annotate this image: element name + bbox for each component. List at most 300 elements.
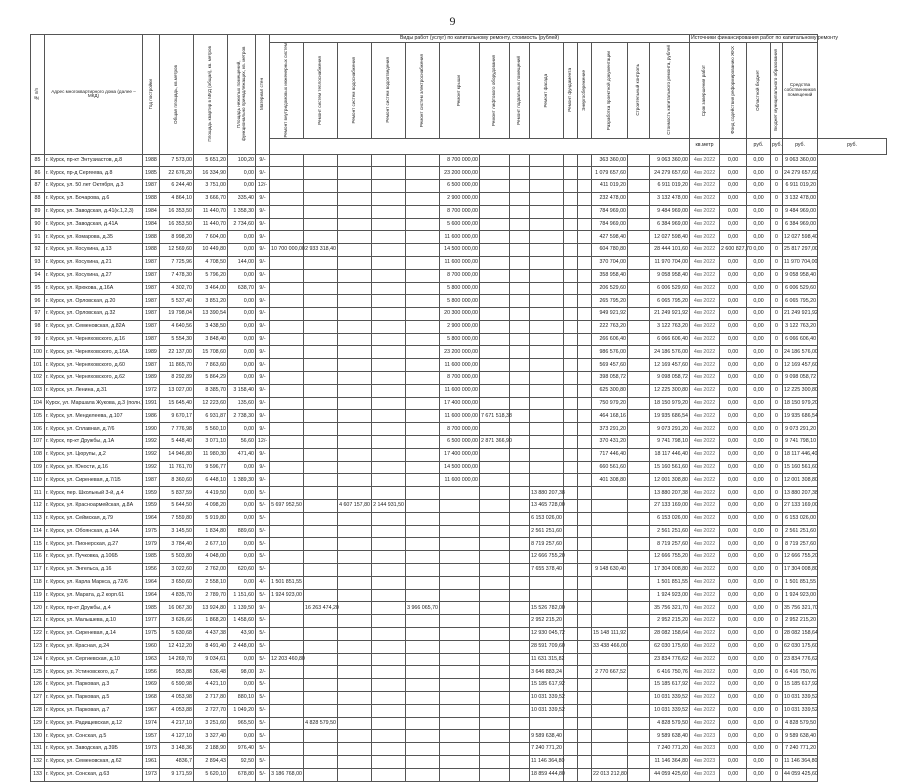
cell-n: 88 <box>31 192 45 205</box>
cell-f: 0,00 <box>720 538 747 551</box>
cell-nonres: 0,00 <box>228 730 256 743</box>
cell-n: 123 <box>31 640 45 653</box>
cell-c5 <box>406 653 440 666</box>
cell-empty <box>628 730 650 743</box>
cell-facade: 13 880 207,38 <box>530 487 564 500</box>
cell-cost: 62 030 175,60 <box>650 640 690 653</box>
cell-o: 12 001 308,80 <box>783 474 818 487</box>
cell-year: 1975 <box>143 628 160 641</box>
table-row <box>31 628 887 641</box>
cell-c5 <box>406 666 440 679</box>
cell-empty <box>510 231 530 244</box>
cell-c5 <box>406 615 440 628</box>
cell-f: 0,00 <box>720 640 747 653</box>
cell-mat: 9/- <box>256 448 270 461</box>
cell-mat: 5/- <box>256 640 270 653</box>
cell-empty <box>628 679 650 692</box>
cell-lift <box>480 576 510 589</box>
cell-mat: 9/- <box>256 192 270 205</box>
cell-c3 <box>338 167 372 180</box>
cell-survey <box>592 500 628 513</box>
cell-total: 9 171,59 <box>160 768 194 781</box>
cell-empty <box>578 755 592 768</box>
cell-total: 3 148,36 <box>160 743 194 756</box>
cell-empty <box>578 679 592 692</box>
cell-o: 19 935 686,54 <box>783 410 818 423</box>
cell-facade: 12 930 045,72 <box>530 628 564 641</box>
table-row <box>31 589 887 602</box>
cell-c5 <box>406 551 440 564</box>
cell-facade <box>530 244 564 257</box>
cell-c3 <box>338 282 372 295</box>
cell-addr: г. Курск, ул. Семеновская, д.62 <box>45 755 143 768</box>
cell-c1 <box>270 410 304 423</box>
cell-lift <box>480 730 510 743</box>
cell-n: 104 <box>31 397 45 410</box>
cell-res: 4 419,50 <box>194 487 228 500</box>
cell-l: 0 <box>771 154 783 167</box>
cell-facade: 11 631 315,82 <box>530 653 564 666</box>
cell-empty <box>578 154 592 167</box>
cell-c1 <box>270 282 304 295</box>
cell-empty <box>628 256 650 269</box>
cell-c1 <box>270 192 304 205</box>
cell-mat: 5/- <box>256 653 270 666</box>
cell-addr: г. Курск, ул. Заводская, д.41А <box>45 218 143 231</box>
cell-res: 2 188,90 <box>194 743 228 756</box>
cell-c4 <box>372 436 406 449</box>
cell-o: 9 058 958,40 <box>783 269 818 282</box>
cell-date: 4кв 2022 <box>690 333 720 346</box>
cell-year: 1992 <box>143 436 160 449</box>
cell-c4 <box>372 474 406 487</box>
cell-c3 <box>338 474 372 487</box>
cell-res: 5 796,20 <box>194 269 228 282</box>
cell-c3 <box>338 320 372 333</box>
header-group-sources: Источники финансирования работ по капитальному ремонту <box>691 34 839 41</box>
cell-addr: г. Курск, ул. Сиреневая, д.14 <box>45 628 143 641</box>
cell-empty <box>628 487 650 500</box>
cell-mat: 9/- <box>256 231 270 244</box>
cell-res: 10 449,80 <box>194 244 228 257</box>
cell-total: 7 725,96 <box>160 256 194 269</box>
cell-empty <box>510 448 530 461</box>
cell-survey <box>592 730 628 743</box>
cell-empty <box>564 768 578 781</box>
cell-c4 <box>372 717 406 730</box>
cell-date: 4кв 2022 <box>690 436 720 449</box>
cell-roof: 6 500 000,00 <box>440 180 480 193</box>
cell-n: 108 <box>31 448 45 461</box>
cell-facade <box>530 320 564 333</box>
cell-c3 <box>338 564 372 577</box>
cell-roof <box>440 564 480 577</box>
cell-empty <box>510 359 530 372</box>
table-row <box>31 423 887 436</box>
cell-n: 117 <box>31 564 45 577</box>
header-deadline: Срок завершения работ <box>690 43 720 139</box>
cell-addr: г. Курск, ул. Косухина, д.27 <box>45 269 143 282</box>
cell-facade: 10 031 339,52 <box>530 692 564 705</box>
table-row <box>31 308 887 321</box>
cell-res: 3 251,60 <box>194 717 228 730</box>
cell-facade <box>530 218 564 231</box>
cell-f: 0,00 <box>720 704 747 717</box>
cell-survey: 569 457,60 <box>592 359 628 372</box>
cell-roof: 5 800 000,00 <box>440 333 480 346</box>
cell-n: 89 <box>31 205 45 218</box>
cell-year: 1972 <box>143 384 160 397</box>
cell-total: 3 145,50 <box>160 525 194 538</box>
cell-c4 <box>372 282 406 295</box>
cell-lift: 2 871 366,90 <box>480 436 510 449</box>
cell-r: 0,00 <box>747 666 771 679</box>
cell-r: 0,00 <box>747 679 771 692</box>
cell-c2 <box>304 666 338 679</box>
cell-empty <box>510 410 530 423</box>
cell-c5 <box>406 359 440 372</box>
table-row <box>31 576 887 589</box>
cell-n: 92 <box>31 244 45 257</box>
cell-r: 0,00 <box>747 320 771 333</box>
cell-res: 636,48 <box>194 666 228 679</box>
cell-lift <box>480 295 510 308</box>
cell-o: 44 059 425,60 <box>783 768 818 781</box>
cell-roof: 5 800 000,00 <box>440 282 480 295</box>
cell-empty <box>628 615 650 628</box>
cell-c3 <box>338 551 372 564</box>
cell-lift <box>480 397 510 410</box>
cell-empty <box>628 576 650 589</box>
cell-nonres: 620,60 <box>228 564 256 577</box>
cell-n: 120 <box>31 602 45 615</box>
cell-year: 1975 <box>143 525 160 538</box>
cell-roof: 2 900 000,00 <box>440 192 480 205</box>
table-row <box>31 448 887 461</box>
cell-empty <box>628 218 650 231</box>
cell-roof <box>440 743 480 756</box>
cell-lift <box>480 461 510 474</box>
cell-year: 1987 <box>143 282 160 295</box>
cell-survey <box>592 717 628 730</box>
cell-date: 4кв 2022 <box>690 167 720 180</box>
cell-empty <box>628 461 650 474</box>
cell-date: 4кв 2023 <box>690 768 720 781</box>
cell-cost: 7 240 771,20 <box>650 743 690 756</box>
cell-c1 <box>270 640 304 653</box>
cell-empty <box>510 423 530 436</box>
cell-empty <box>628 500 650 513</box>
cell-nonres: 0,00 <box>228 359 256 372</box>
cell-addr: г. Курск, ул. Цюрупы, д.2 <box>45 448 143 461</box>
cell-empty <box>628 474 650 487</box>
cell-r: 0,00 <box>747 640 771 653</box>
cell-o: 10 031 339,52 <box>783 704 818 717</box>
cell-addr: г. Курск, ул. Косухина, д.13 <box>45 244 143 257</box>
cell-lift <box>480 308 510 321</box>
cell-n: 113 <box>31 512 45 525</box>
cell-addr: г. Курск, ул. Семеновская, д.82А <box>45 320 143 333</box>
cell-survey: 33 438 466,00 <box>592 640 628 653</box>
header-owners: Средства собственников помещений <box>783 43 818 139</box>
cell-date: 4кв 2022 <box>690 282 720 295</box>
cell-o: 9 063 360,00 <box>783 154 818 167</box>
cell-res: 4 098,20 <box>194 500 228 513</box>
cell-year: 1968 <box>143 692 160 705</box>
cell-c4 <box>372 410 406 423</box>
cell-cost: 11 970 704,00 <box>650 256 690 269</box>
cell-date: 4кв 2022 <box>690 192 720 205</box>
cell-l: 0 <box>771 692 783 705</box>
cell-empty <box>578 308 592 321</box>
cell-res: 1 834,80 <box>194 525 228 538</box>
cell-lift <box>480 602 510 615</box>
cell-empty <box>628 640 650 653</box>
cell-empty <box>628 628 650 641</box>
cell-c1 <box>270 436 304 449</box>
cell-empty <box>564 551 578 564</box>
cell-empty <box>564 372 578 385</box>
cell-c2 <box>304 512 338 525</box>
cell-lift <box>480 372 510 385</box>
table-row <box>31 487 887 500</box>
cell-date: 4кв 2022 <box>690 397 720 410</box>
cell-cost: 24 186 576,00 <box>650 346 690 359</box>
cell-c3 <box>338 576 372 589</box>
cell-facade <box>530 410 564 423</box>
cell-l: 0 <box>771 282 783 295</box>
cell-total: 4 053,88 <box>160 704 194 717</box>
cell-empty <box>510 525 530 538</box>
cell-empty <box>628 384 650 397</box>
cell-res: 16 334,90 <box>194 167 228 180</box>
cell-total: 4 864,10 <box>160 192 194 205</box>
cell-l: 0 <box>771 628 783 641</box>
cell-c1 <box>270 180 304 193</box>
cell-f: 0,00 <box>720 384 747 397</box>
cell-f: 0,00 <box>720 448 747 461</box>
cell-r: 0,00 <box>747 768 771 781</box>
cell-mat: 5/- <box>256 755 270 768</box>
cell-c4 <box>372 666 406 679</box>
cell-c2 <box>304 743 338 756</box>
cell-l: 0 <box>771 512 783 525</box>
cell-c2 <box>304 372 338 385</box>
cell-c4 <box>372 180 406 193</box>
cell-empty <box>628 333 650 346</box>
cell-lift <box>480 666 510 679</box>
cell-empty <box>628 589 650 602</box>
cell-c4 <box>372 640 406 653</box>
header-cellar: Ремонт подвальных помещений <box>510 43 530 139</box>
cell-res: 9 034,61 <box>194 653 228 666</box>
cell-f: 0,00 <box>720 372 747 385</box>
cell-lift <box>480 640 510 653</box>
cell-facade <box>530 423 564 436</box>
cell-c5 <box>406 384 440 397</box>
cell-empty <box>628 244 650 257</box>
cell-empty <box>578 692 592 705</box>
cell-mat: 9/- <box>256 333 270 346</box>
cell-nonres: 0,00 <box>228 346 256 359</box>
cell-c3 <box>338 410 372 423</box>
cell-year: 1959 <box>143 500 160 513</box>
header-year: Год постройки <box>143 35 160 155</box>
cell-date: 4кв 2022 <box>690 500 720 513</box>
cell-empty <box>564 576 578 589</box>
cell-r: 0,00 <box>747 295 771 308</box>
cell-total: 5 630,68 <box>160 628 194 641</box>
cell-roof <box>440 704 480 717</box>
cell-c1 <box>270 372 304 385</box>
cell-survey <box>592 653 628 666</box>
cell-empty <box>510 500 530 513</box>
cell-addr: г. Курск, ул. Обоянская, д.14А <box>45 525 143 538</box>
cell-l: 0 <box>771 576 783 589</box>
cell-res: 3 327,40 <box>194 730 228 743</box>
cell-c2 <box>304 525 338 538</box>
cell-year: 1960 <box>143 640 160 653</box>
cell-nonres: 0,00 <box>228 320 256 333</box>
cell-c2 <box>304 704 338 717</box>
cell-n: 122 <box>31 628 45 641</box>
cell-c1: 3 186 768,00 <box>270 768 304 781</box>
cell-nonres: 1 049,20 <box>228 704 256 717</box>
cell-c1 <box>270 397 304 410</box>
cell-addr: г. Курск, ул. Заводская, д.39Б <box>45 743 143 756</box>
cell-empty <box>628 269 650 282</box>
cell-cost: 6 911 019,20 <box>650 180 690 193</box>
cell-c5 <box>406 295 440 308</box>
cell-nonres: 0,00 <box>228 295 256 308</box>
cell-roof <box>440 730 480 743</box>
cell-addr: г. Курск, ул. Марата, д.2 корп.61 <box>45 589 143 602</box>
cell-empty <box>510 755 530 768</box>
cell-addr: г. Курск, пр-кт Дружбы, д.1А <box>45 436 143 449</box>
cell-n: 130 <box>31 730 45 743</box>
cell-survey <box>592 755 628 768</box>
cell-empty <box>510 692 530 705</box>
cell-empty <box>578 359 592 372</box>
cell-f: 0,00 <box>720 743 747 756</box>
cell-addr: г. Курск, ул. Орловская, д.20 <box>45 295 143 308</box>
cell-year: 1985 <box>143 551 160 564</box>
cell-c1 <box>270 333 304 346</box>
cell-r: 0,00 <box>747 436 771 449</box>
cell-c4 <box>372 192 406 205</box>
cell-c4 <box>372 615 406 628</box>
cell-o: 6 911 019,20 <box>783 180 818 193</box>
cell-c5 <box>406 679 440 692</box>
cell-l: 0 <box>771 346 783 359</box>
cell-c2 <box>304 564 338 577</box>
cell-c1 <box>270 615 304 628</box>
cell-n: 133 <box>31 768 45 781</box>
cell-cost: 11 146 364,80 <box>650 755 690 768</box>
cell-mat: 9/- <box>256 269 270 282</box>
cell-empty <box>564 512 578 525</box>
cell-o: 17 304 008,80 <box>783 564 818 577</box>
cell-date: 4кв 2022 <box>690 666 720 679</box>
cell-f: 0,00 <box>720 205 747 218</box>
cell-survey <box>592 743 628 756</box>
cell-cost: 9 098 058,72 <box>650 372 690 385</box>
header-unit-rub-3: руб. <box>783 138 818 154</box>
cell-c5 <box>406 154 440 167</box>
cell-empty <box>578 231 592 244</box>
cell-r: 0,00 <box>747 538 771 551</box>
cell-c5 <box>406 397 440 410</box>
cell-f: 0,00 <box>720 692 747 705</box>
cell-total: 12 412,20 <box>160 640 194 653</box>
cell-res: 3 851,20 <box>194 295 228 308</box>
cell-date: 4кв 2022 <box>690 256 720 269</box>
cell-date: 4кв 2022 <box>690 372 720 385</box>
cell-n: 98 <box>31 320 45 333</box>
cell-n: 107 <box>31 436 45 449</box>
header-unit-rub-4: руб. <box>818 138 887 154</box>
cell-empty <box>510 730 530 743</box>
table-row <box>31 653 887 666</box>
cell-year: 1987 <box>143 308 160 321</box>
cell-cost: 19 935 686,54 <box>650 410 690 423</box>
cell-empty <box>628 692 650 705</box>
cell-mat: 9/- <box>256 320 270 333</box>
cell-nonres: 0,00 <box>228 653 256 666</box>
header-unit-rub-1: руб. <box>747 138 771 154</box>
cell-lift <box>480 474 510 487</box>
cell-res: 13 390,54 <box>194 308 228 321</box>
cell-nonres: 0,00 <box>228 231 256 244</box>
cell-nonres: 678,80 <box>228 768 256 781</box>
cell-facade <box>530 474 564 487</box>
cell-res: 15 708,60 <box>194 346 228 359</box>
cell-res: 3 751,00 <box>194 180 228 193</box>
cell-empty <box>564 525 578 538</box>
cell-roof: 11 600 000,00 <box>440 474 480 487</box>
cell-o: 35 756 321,70 <box>783 602 818 615</box>
cell-empty <box>564 154 578 167</box>
cell-empty <box>578 192 592 205</box>
cell-empty <box>564 564 578 577</box>
cell-addr: г. Курск, ул. Сиреневая, д.7/1Б <box>45 474 143 487</box>
cell-addr: г. Курск, ул. Сеймская, д.79 <box>45 512 143 525</box>
cell-n: 126 <box>31 679 45 692</box>
cell-o: 3 132 478,00 <box>783 192 818 205</box>
cell-c4 <box>372 308 406 321</box>
cell-lift <box>480 564 510 577</box>
cell-r: 0,00 <box>747 474 771 487</box>
cell-c5 <box>406 372 440 385</box>
cell-c1: 5 697 952,50 <box>270 500 304 513</box>
header-elec: Ремонт систем электроснабжения <box>406 43 440 139</box>
cell-empty <box>510 384 530 397</box>
cell-res: 5 620,10 <box>194 768 228 781</box>
cell-c5 <box>406 269 440 282</box>
cell-empty <box>564 167 578 180</box>
cell-empty <box>510 743 530 756</box>
cell-cost: 6 065 795,20 <box>650 295 690 308</box>
cell-o: 2 952 215,20 <box>783 615 818 628</box>
cell-nonres: 965,50 <box>228 717 256 730</box>
cell-res: 3 848,40 <box>194 333 228 346</box>
cell-empty <box>578 346 592 359</box>
cell-o: 9 589 638,40 <box>783 730 818 743</box>
cell-f: 0,00 <box>720 308 747 321</box>
cell-mat: 12/- <box>256 436 270 449</box>
cell-date: 4кв 2022 <box>690 589 720 602</box>
cell-nonres: 471,40 <box>228 448 256 461</box>
